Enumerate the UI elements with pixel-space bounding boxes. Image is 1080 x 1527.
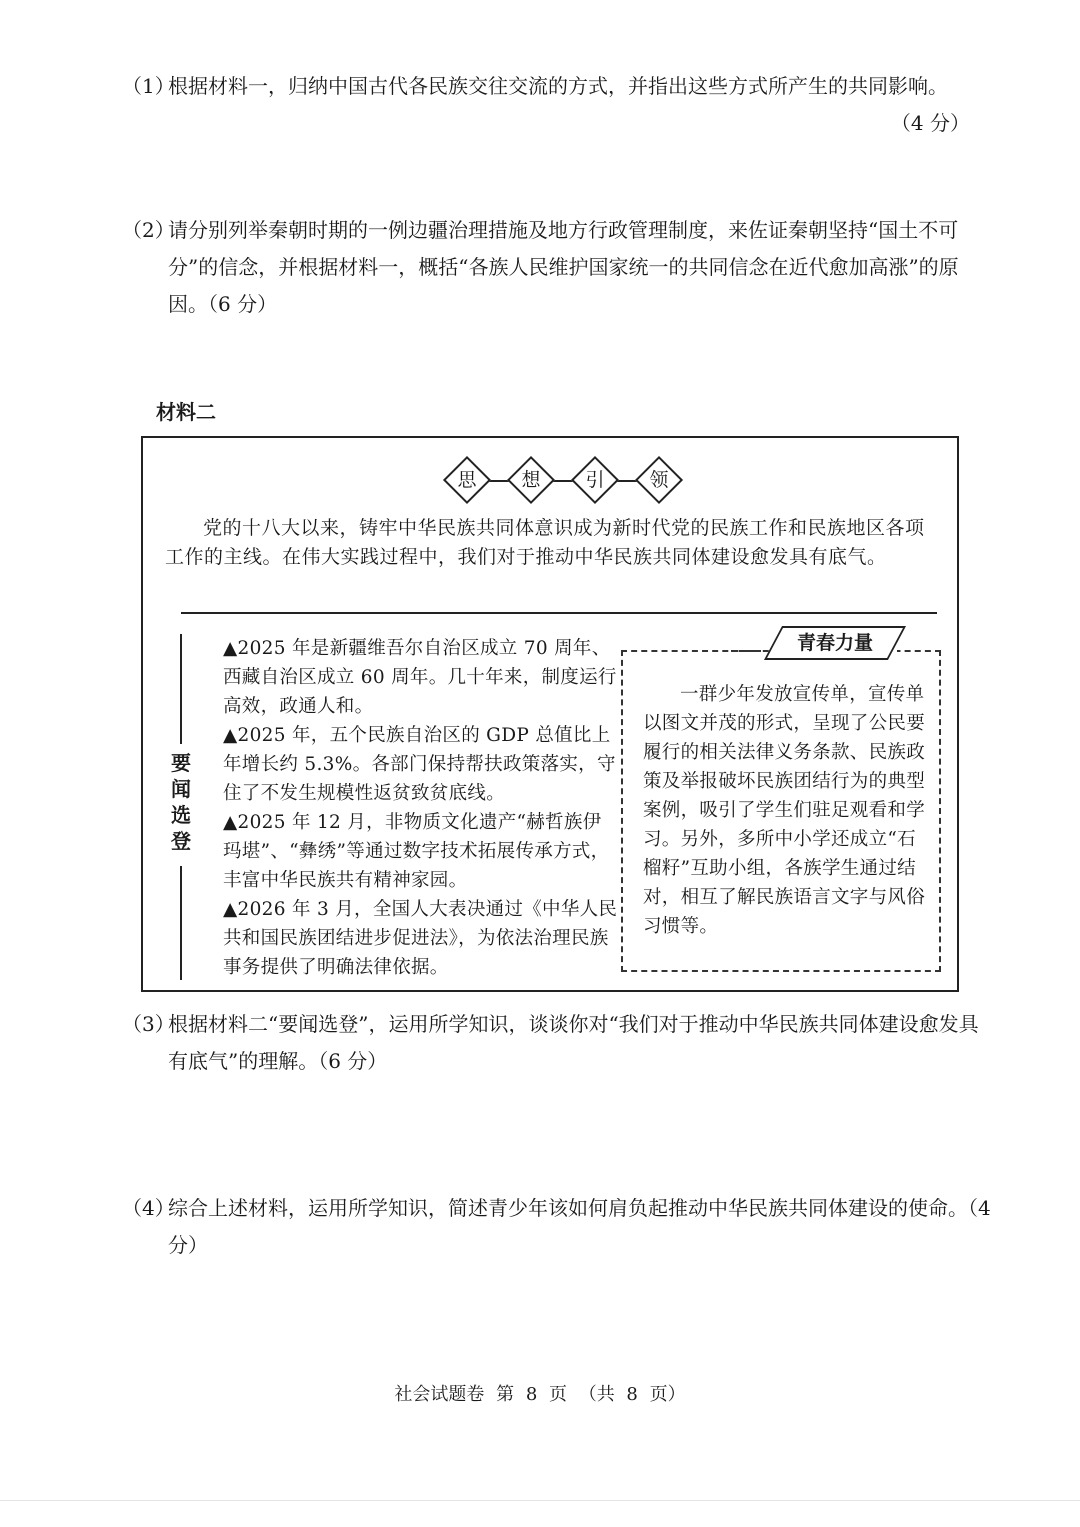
page-edge-rule: [0, 1500, 1080, 1501]
news-item: ▲ 2025 年，五个民族自治区的 GDP 总值比上年增长约 5.3%。各部门保持帮扶政策落实，守住了不发生规模性返贫致贫底线。: [223, 721, 618, 808]
news-item: ▲ 2025 年是新疆维吾尔自治区成立 70 周年、西藏自治区成立 60 周年。几十年来，制度运行高效，政通人和。: [223, 634, 618, 721]
question-number: （4）: [122, 1196, 175, 1220]
question-number: （3）: [122, 1012, 175, 1036]
banner-diamond: [635, 456, 683, 504]
banner-char: 领: [649, 469, 669, 491]
news-title: 要闻选登: [171, 751, 191, 853]
news-item: ▲ 2026 年 3 月，全国人大表决通过《中华人民共和国民族团结进步促进法》，为依法治理民族事务提供了明确法律依据。: [223, 895, 618, 982]
banner-diamond: [507, 456, 555, 504]
question-text: 请分别列举秦朝时期的一例边疆治理措施及地方行政管理制度，来佐证秦朝坚持“国土不可分”的信念，并根据材料一，概括“各族人民维护国家统一的共同信念在近代愈加高涨”的原因。（6 分）: [168, 218, 959, 316]
question-score: （4 分）: [890, 111, 970, 135]
sidebar-line: [180, 634, 182, 744]
banner-diamond: [443, 456, 491, 504]
news-sidebar: [168, 634, 194, 980]
question-3: [122, 1006, 992, 1080]
tag-dash: [731, 650, 761, 652]
banner-char: 思: [457, 469, 477, 491]
question-number: （2）: [122, 218, 175, 242]
youth-power-box: [621, 632, 941, 972]
section-divider: [181, 612, 937, 614]
youth-power-tag: [773, 626, 897, 660]
material-2-intro: 党的十八大以来，铸牢中华民族共同体意识成为新时代党的民族工作和民族地区各项工作的主线。在伟大实践过程中，我们对于推动中华民族共同体建设愈发具有底气。: [165, 517, 925, 568]
question-number: （1）: [122, 74, 175, 98]
question-text: 根据材料二“要闻选登”，运用所学知识，谈谈你对“我们对于推动中华民族共同体建设愈发具有底气”的理解。（6 分）: [168, 1012, 979, 1073]
material-2-box: [141, 436, 959, 992]
banner-char: 引: [585, 469, 605, 491]
banner-thought-guidance: [443, 452, 683, 508]
question-text: 根据材料一，归纳中国古代各民族交往交流的方式，并指出这些方式所产生的共同影响。: [168, 74, 948, 98]
banner-char: 想: [521, 469, 541, 491]
youth-power-title: 青春力量: [796, 632, 873, 654]
news-item: ▲ 2025 年 12 月，非物质文化遗产“赫哲族伊玛堪”、“彝绣”等通过数字技术拓展传承方式，丰富中华民族共有精神家园。: [223, 808, 618, 895]
news-list: [223, 634, 618, 982]
sidebar-line: [180, 866, 182, 980]
page-footer: 社会试题卷 第 8 页 （共 8 页）: [394, 1384, 686, 1405]
material-2-label: 材料二: [156, 400, 216, 424]
question-4: [122, 1190, 992, 1264]
question-2: [122, 212, 992, 323]
banner-connector-line: [467, 480, 659, 482]
youth-power-text: 一群少年发放宣传单，宣传单以图文并茂的形式，呈现了公民要履行的相关法律义务条款、民族政策及举报破坏民族团结行为的典型案例，吸引了学生们驻足观看和学习。另外，多所中小学还成立“石榴籽”互助小组，各族学生通过结对，相互了解民族语言文字与风俗习惯等。: [643, 684, 926, 937]
banner-diamond: [571, 456, 619, 504]
question-text: 综合上述材料，运用所学知识，简述青少年该如何肩负起推动中华民族共同体建设的使命。（4 分）: [168, 1196, 991, 1257]
question-1: [122, 68, 992, 135]
